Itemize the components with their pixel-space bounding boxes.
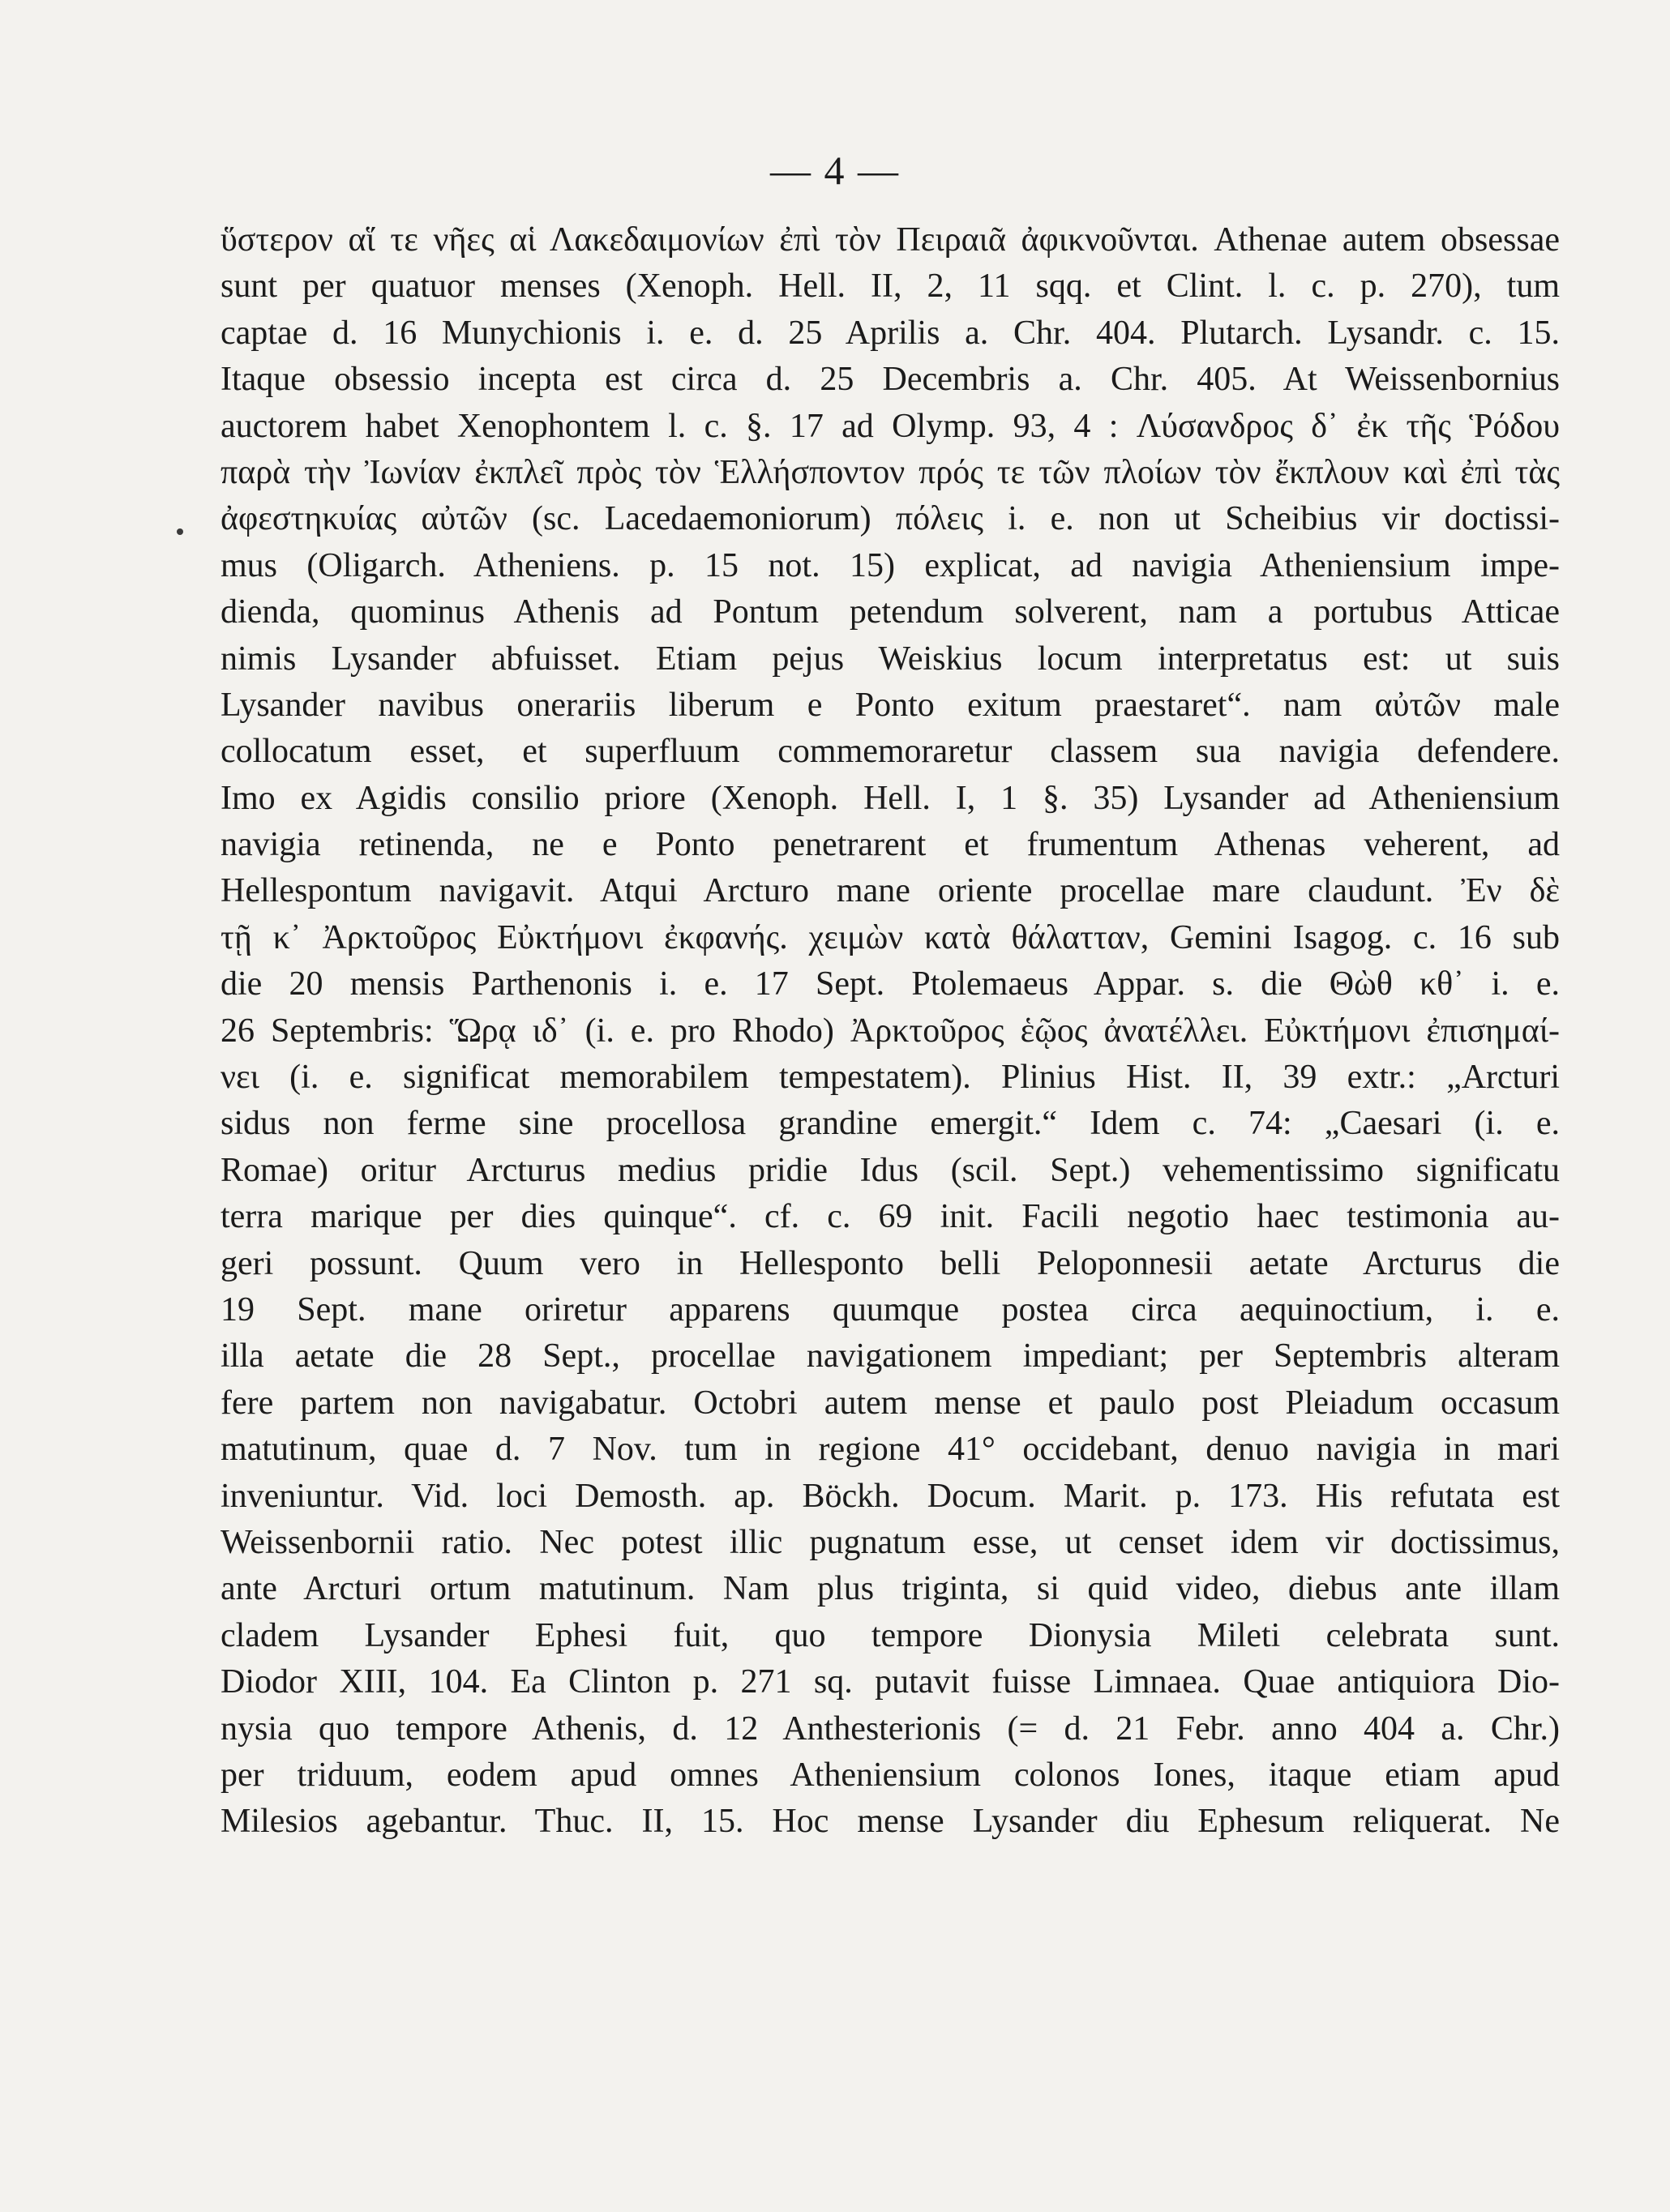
text-line: Diodor XIII, 104. Ea Clinton p. 271 sq. putavit fuisse Limnaea. Quae antiquiora Dio- (221, 1663, 1560, 1701)
text-line: Hellespontum navigavit. Atqui Arcturo mane oriente procellae mare claudunt. Ἐν δὲ (221, 872, 1560, 910)
text-line: illa aetate die 28 Sept., procellae navigationem impediant; per Septembris alteram (221, 1337, 1560, 1376)
text-line: per triduum, eodem apud omnes Atheniensium colonos Iones, itaque etiam apud (221, 1756, 1560, 1794)
text-line: Weissenbornii ratio. Nec potest illic pugnatum esse, ut censet idem vir doctissimus, (221, 1523, 1560, 1561)
text-line: τῇ κ᾽ Ἀρκτοῦρος Εὐκτήμονι ἐκφανής. χειμὼν κατὰ θάλατταν, Gemini Isagog. c. 16 sub (221, 918, 1560, 956)
text-line: Lysander navibus onerariis liberum e Ponto exitum praestaret“. nam αὐτῶν male (221, 686, 1560, 724)
text-line: mus (Oligarch. Atheniens. p. 15 not. 15) explicat, ad navigia Atheniensium impe- (221, 546, 1560, 584)
text-line: Milesios agebantur. Thuc. II, 15. Hoc mense Lysander diu Ephesum reliquerat. Ne (221, 1803, 1560, 1841)
text-line: auctorem habet Xenophontem l. c. §. 17 ad Olymp. 93, 4 : Λύσανδρος δ᾽ ἐκ τῆς Ῥόδου (221, 407, 1560, 445)
text-line: dienda, quominus Athenis ad Pontum petendum solverent, nam a portubus Atticae (221, 593, 1560, 631)
text-line: geri possunt. Quum vero in Hellesponto belli Peloponnesii aetate Arcturus die (221, 1244, 1560, 1282)
page-number: — 4 — (770, 148, 900, 193)
text-line: ἀφεστηκυίας αὐτῶν (sc. Lacedaemoniorum) πόλεις i. e. non ut Scheibius vir doctissi- (221, 500, 1560, 538)
text-line: matutinum, quae d. 7 Nov. tum in regione 41° occidebant, denuo navigia in mari (221, 1431, 1560, 1469)
text-line: cladem Lysander Ephesi fuit, quo tempore Dionysia Mileti celebrata sunt. (221, 1616, 1560, 1654)
text-line: Imo ex Agidis consilio priore (Xenoph. Hell. I, 1 §. 35) Lysander ad Atheniensium (221, 779, 1560, 817)
text-line: nimis Lysander abfuisset. Etiam pejus Weiskius locum interpretatus est: ut suis (221, 640, 1560, 678)
text-line: sidus non ferme sine procellosa grandine emergit.“ Idem c. 74: „Caesari (i. e. (221, 1105, 1560, 1143)
text-line: 19 Sept. mane oriretur apparens quumque postea circa aequinoctium, i. e. (221, 1290, 1560, 1328)
text-line: ante Arcturi ortum matutinum. Nam plus triginta, si quid video, diebus ante illam (221, 1570, 1560, 1608)
text-line: collocatum esset, et superfluum commemoraretur classem sua navigia defendere. (221, 733, 1560, 771)
text-line: νει (i. e. significat memorabilem tempestatem). Plinius Hist. II, 39 extr.: „Arcturi (221, 1059, 1560, 1097)
text-line: παρὰ τὴν Ἰωνίαν ἐκπλεῖ πρὸς τὸν Ἑλλήσποντον πρός τε τῶν πλοίων τὸν ἔκπλουν καὶ ἐπὶ τὰς (221, 453, 1560, 491)
text-line: terra marique per dies quinque“. cf. c. 69 init. Facili negotio haec testimonia au- (221, 1198, 1560, 1236)
text-line: 26 Septembris: Ὥρᾳ ιδ᾽ (i. e. pro Rhodo) Ἀρκτοῦρος ἑῷος ἀνατέλλει. Εὐκτήμονι ἐπισημαί- (221, 1012, 1560, 1050)
text-line: die 20 mensis Parthenonis i. e. 17 Sept. Ptolemaeus Appar. s. die Θὼθ κθ᾽ i. e. (221, 965, 1560, 1003)
text-line: sunt per quatuor menses (Xenoph. Hell. II, 2, 11 sqq. et Clint. l. c. p. 270), tum (221, 267, 1560, 306)
text-line: captae d. 16 Munychionis i. e. d. 25 Aprilis a. Chr. 404. Plutarch. Lysandr. c. 15. (221, 314, 1560, 352)
text-line: Itaque obsessio incepta est circa d. 25 Decembris a. Chr. 405. At Weissenbornius (221, 361, 1560, 399)
text-line: ὕστερον αἵ τε νῆες αἱ Λακεδαιμονίων ἐπὶ τὸν Πειραιᾶ ἀφικνοῦνται. Athenae autem obsessae (221, 221, 1560, 259)
text-line: fere partem non navigabatur. Octobri autem mense et paulo post Pleiadum occasum (221, 1384, 1560, 1422)
text-line: navigia retinenda, ne e Ponto penetrarent et frumentum Athenas veherent, ad (221, 826, 1560, 864)
text-line: nysia quo tempore Athenis, d. 12 Anthesterionis (= d. 21 Febr. anno 404 a. Chr.) (221, 1709, 1560, 1748)
text-line: inveniuntur. Vid. loci Demosth. ap. Böckh. Docum. Marit. p. 173. His refutata est (221, 1477, 1560, 1515)
margin-mark (177, 528, 183, 535)
body-text (221, 217, 1560, 1846)
text-line: Romae) oritur Arcturus medius pridie Idus (scil. Sept.) vehementissimo significatu (221, 1151, 1560, 1189)
